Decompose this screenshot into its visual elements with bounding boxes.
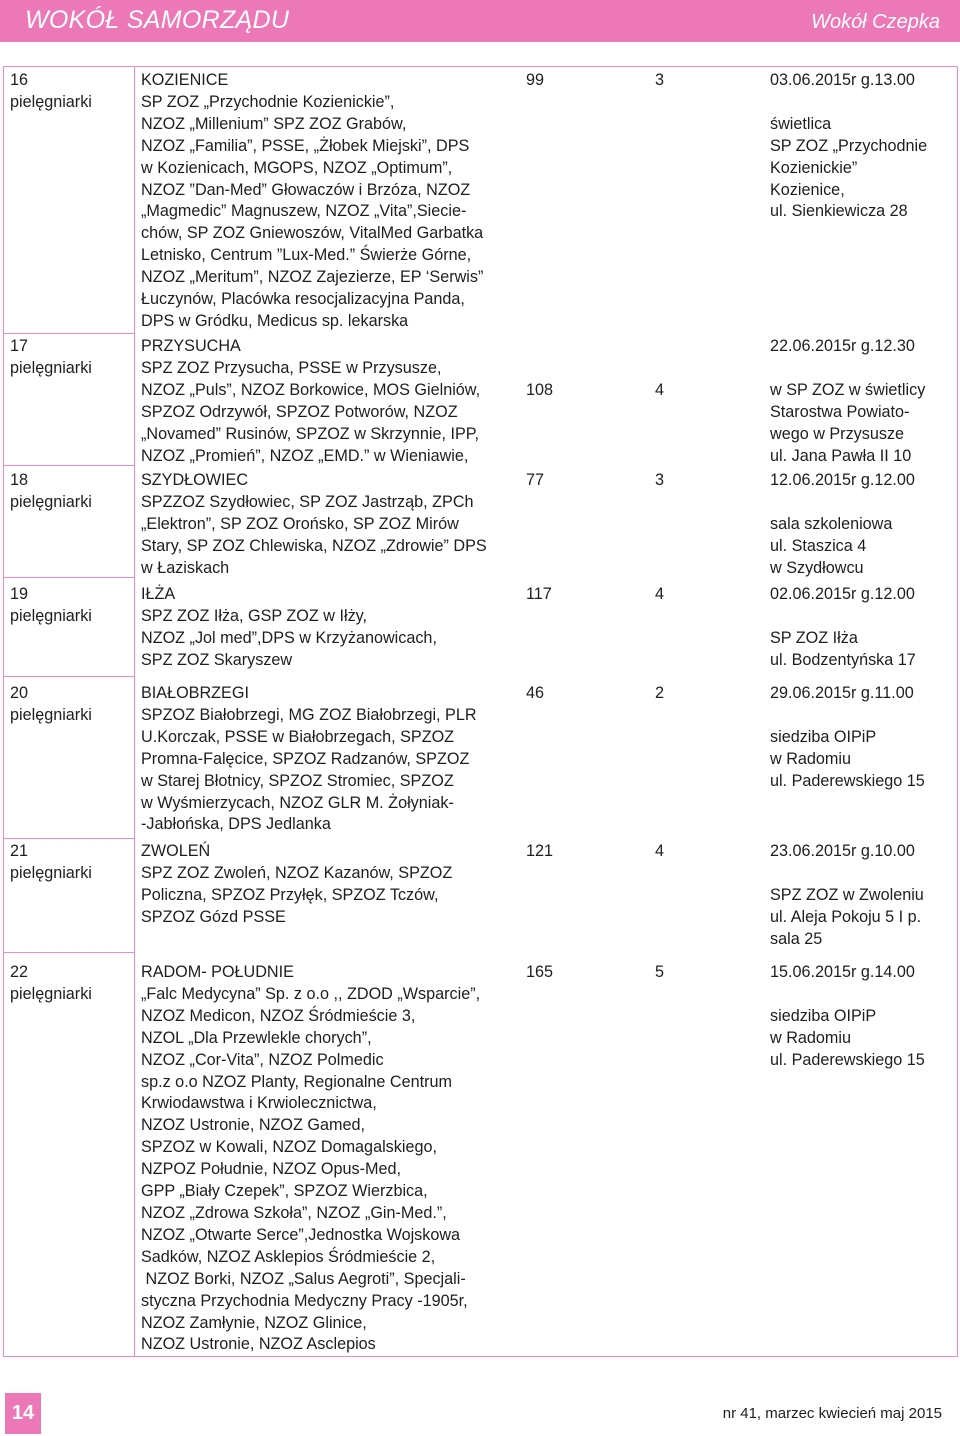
row-divider (3, 838, 134, 839)
row-divider (3, 577, 134, 578)
row-divider (3, 465, 134, 466)
section-header-bar (0, 0, 960, 42)
nurse-count: 108 (526, 381, 554, 399)
row-divider (3, 952, 134, 953)
meeting-date-place: 02.06.2015r g.12.00 SP ZOZ Iłża ul. Bodzentyńska 17 (770, 585, 916, 669)
delegate-count: 3 (655, 471, 665, 489)
meeting-date-place: 23.06.2015r g.10.00 SPZ ZOZ w Zwoleniu ul. Aleja Pokoju 5 I p. sala 25 (770, 842, 924, 948)
institutions-list: KOZIENICE SP ZOZ „Przychodnie Kozienickie”, NZOZ „Millenium” SPZ ZOZ Grabów, NZOZ „Familia”, PSSE, „Żłobek Miejski”, DPS w Kozienicach, MGOPS, NZOZ „Optimum”, NZOZ ”Dan-Med” Głowaczów i Brzóza, NZOZ „Magmedic” Magnuszew, NZOZ „Vita”,Siecie- chów, SP ZOZ Gniewoszów, VitalMed Garbatka Letnisko, Centrum ”Lux-Med.” Świerże Górne, NZOZ „Meritum”, NZOZ Zajezierze, EP ‘Serwis” Łuczynów, Placówka resocjalizacyjna Panda, DPS w Gródku, Medicus sp. lekarska (141, 71, 484, 330)
nurse-count: 117 (526, 585, 552, 603)
institutions-list: SZYDŁOWIEC SPZZOZ Szydłowiec, SP ZOZ Jastrząb, ZPCh „Elektron”, SP ZOZ Orońsko, SP ZOZ Mirów Stary, SP ZOZ Chlewiska, NZOZ „Zdrowie” DPS w Łaziskach (141, 471, 487, 577)
institutions-list: ZWOLEŃ SPZ ZOZ Zwoleń, NZOZ Kazanów, SPZOZ Policzna, SPZOZ Przyłęk, SPZOZ Tczów, SPZOZ Gózd PSSE (141, 842, 453, 926)
group-label: 22 pielęgniarki (10, 963, 92, 1003)
meeting-date-place: 15.06.2015r g.14.00 siedziba OIPiP w Radomiu ul. Paderewskiego 15 (770, 963, 925, 1069)
section-title: WOKÓŁ SAMORZĄDU (25, 6, 290, 34)
delegate-count: 5 (655, 963, 665, 981)
delegate-count: 4 (655, 381, 665, 399)
nurse-count: 99 (526, 71, 545, 89)
institutions-list: PRZYSUCHA SPZ ZOZ Przysucha, PSSE w Przysusze, NZOZ „Puls”, NZOZ Borkowice, MOS Gielniów, SPZOZ Odrzywół, SPZOZ Potworów, NZOZ „Novamed” Rusinów, SPZOZ w Skrzynnie, IPP, NZOZ „Promień”, NZOZ „EMD.” w Wieniawie, (141, 337, 481, 465)
nurse-count: 77 (526, 471, 545, 489)
institutions-list: BIAŁOBRZEGI SPZOZ Białobrzegi, MG ZOZ Białobrzegi, PLR U.Korczak, PSSE w Białobrzegach, SPZOZ Promna-Falęcice, SPZOZ Radzanów, SPZOZ w Starej Błotnicy, SPZOZ Stromiec, SPZOZ w Wyśmierzycach, NZOZ GLR M. Żołyniak- -Jabłońska, DPS Jedlanka (141, 684, 477, 834)
column-title: Wokół Czepka (811, 11, 940, 33)
column-divider (134, 66, 135, 1357)
meeting-date-place: 29.06.2015r g.11.00 siedziba OIPiP w Radomiu ul. Paderewskiego 15 (770, 684, 925, 790)
delegate-count: 2 (655, 684, 665, 702)
delegate-count: 4 (655, 842, 665, 860)
group-label: 17 pielęgniarki (10, 337, 92, 377)
row-divider (3, 676, 134, 677)
meeting-date-place: 12.06.2015r g.12.00 sala szkoleniowa ul. Staszica 4 w Szydłowcu (770, 471, 915, 577)
nurse-count: 121 (526, 842, 554, 860)
institutions-list: IŁŻA SPZ ZOZ Iłża, GSP ZOZ w Iłży, NZOZ „Jol med”,DPS w Krzyżanowicach, SPZ ZOZ Skaryszew (141, 585, 437, 669)
issue-info: nr 41, marzec kwiecień maj 2015 (722, 1405, 942, 1422)
institutions-list: RADOM- POŁUDNIE „Falc Medycyna” Sp. z o.o ,, ZDOD „Wsparcie”, NZOZ Medicon, NZOZ Śródmieście 3, NZOL „Dla Przewlekle chorych”, NZOZ „Cor-Vita”, NZOZ Polmedic sp.z o.o NZOZ Planty, Regionalne Centrum Krwiodawstwa i Krwiolecznictwa, NZOZ Ustronie, NZOZ Gamed, SPZOZ w Kowali, NZOZ Domagalskiego, NZPOZ Południe, NZOZ Opus-Med, GPP „Biały Czepek”, SPZOZ Wierzbica, NZOZ „Zdrowa Szkoła”, NZOZ „Gin-Med.”, NZOZ „Otwarte Serce”,Jednostka Wojskowa Sadków, NZOZ Asklepios Śródmieście 2, NZOZ Borki, NZOZ „Salus Aegroti”, Specjali- styczna Przychodnia Medyczny Pracy -1905r, NZOZ Zamłynie, NZOZ Glinice, NZOZ Ustronie, NZOZ Asclepios (141, 963, 481, 1354)
group-label: 16 pielęgniarki (10, 71, 92, 111)
group-label: 21 pielęgniarki (10, 842, 92, 882)
group-label: 18 pielęgniarki (10, 471, 92, 511)
delegate-count: 4 (655, 585, 665, 603)
nurse-count: 165 (526, 963, 554, 981)
delegate-count: 3 (655, 71, 665, 89)
group-label: 20 pielęgniarki (10, 684, 92, 724)
row-divider (3, 333, 134, 334)
nurse-count: 46 (526, 684, 545, 702)
group-label: 19 pielęgniarki (10, 585, 92, 625)
page-number: 14 (5, 1393, 41, 1434)
meeting-date-place: 03.06.2015r g.13.00 świetlica SP ZOZ „Przychodnie Kozienickie” Kozienice, ul. Sienkiewicza 28 (770, 71, 928, 221)
meeting-date-place: 22.06.2015r g.12.30 w SP ZOZ w świetlicy Starostwa Powiato- wego w Przysusze ul. Jana Pawła II 10 (770, 337, 926, 465)
